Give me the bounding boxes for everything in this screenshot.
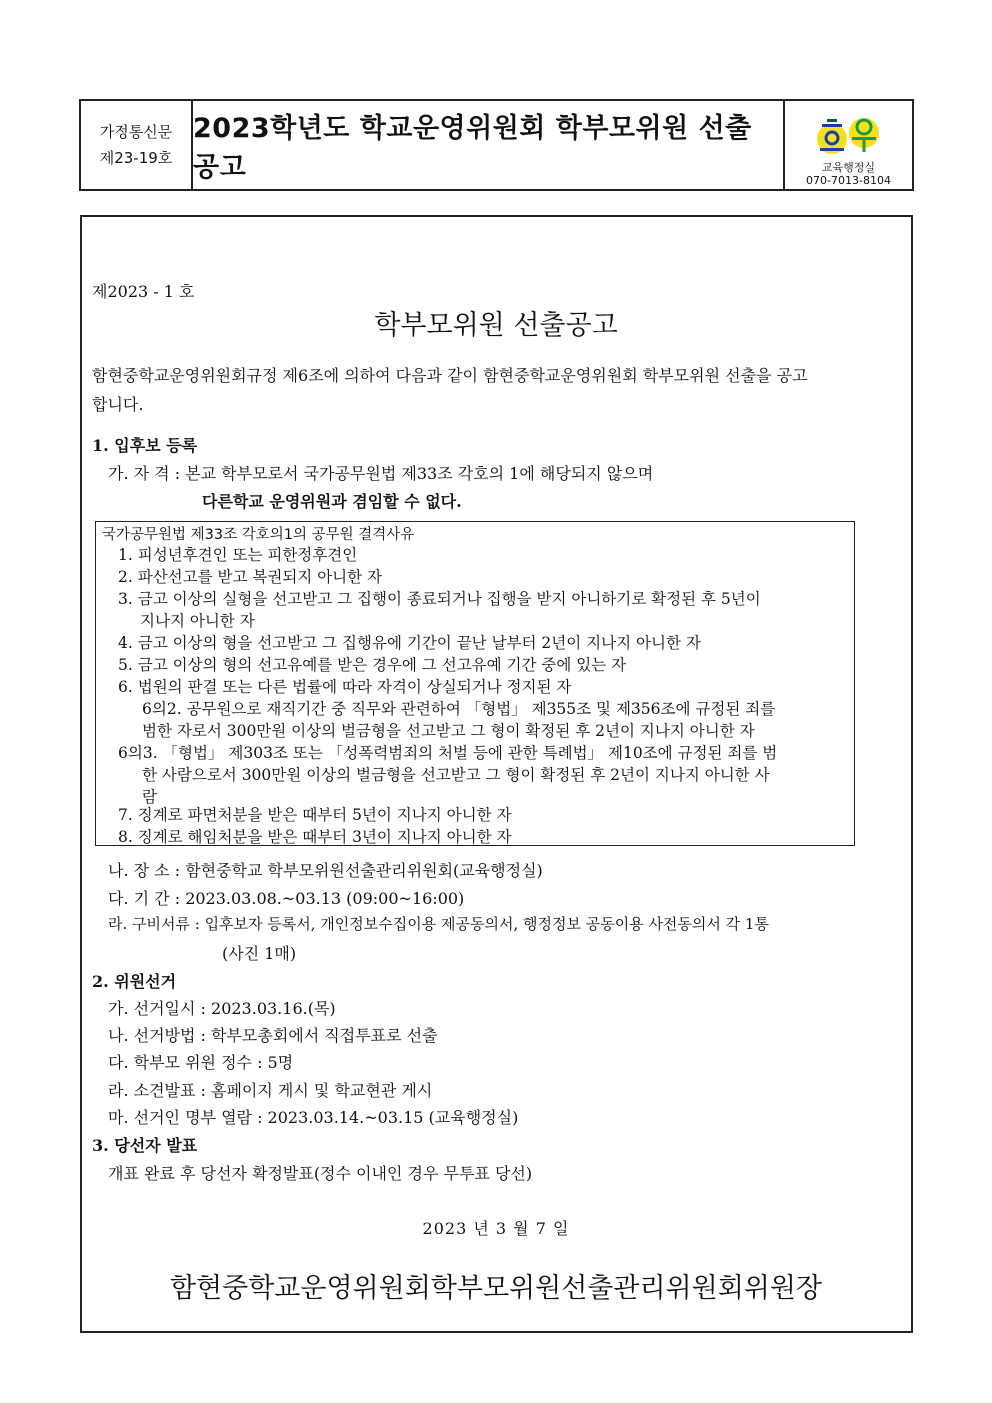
qualification-line-2: 다른학교 운영위원과 겸임할 수 없다. (202, 492, 462, 511)
list-item: 6. 법원의 판결 또는 다른 법률에 따라 자격이 상실되거나 정지된 자 (118, 678, 572, 696)
disqualification-box (95, 521, 855, 846)
documents-line-1: 라. 구비서류 : 입후보자 등록서, 개인정보수집이용 제공동의서, 행정정보 공동이용 사전동의서 각 1통 (108, 915, 769, 933)
intro-line-2: 합니다. (92, 395, 144, 414)
documents-line-2: (사진 1매) (222, 944, 297, 963)
page-title: 2023학년도 학교운영위원회 학부모위원 선출 공고 (193, 113, 752, 183)
notice-title: 학부모위원 선출공고 (374, 310, 618, 341)
list-item: 한 사람으로서 300만원 이상의 벌금형을 선고받고 그 형이 확정된 후 2년이 지나지 아니한 사 (142, 766, 770, 784)
list-item: 5. 금고 이상의 형의 선고유예를 받은 경우에 그 선고유예 기간 중에 있는 자 (118, 656, 627, 674)
place-line: 나. 장 소 : 함현중학교 학부모위원선출관리위원회(교육행정실) (108, 861, 543, 880)
period-line: 다. 기 간 : 2023.03.08.~03.13 (09:00~16:00) (108, 889, 465, 908)
announcement-line: 개표 완료 후 당선자 확정발표(정수 이내인 경우 무투표 당선) (108, 1164, 533, 1183)
section-1-heading: 1. 입후보 등록 (92, 436, 198, 455)
list-item: 범한 자로서 300만원 이상의 벌금형을 선고받고 그 형이 확정된 후 2년이 지나지 아니한 자 (142, 722, 755, 740)
dept-phone: 070-7013-8104 (806, 174, 891, 187)
list-item: 람 (142, 788, 157, 806)
doc-number: 제23-19호 (99, 149, 173, 167)
school-logo-icon (816, 115, 882, 157)
list-item: 2. 파산선고를 받고 복권되지 아니한 자 (118, 568, 383, 586)
disqualification-box-title: 국가공무원법 제33조 각호의1의 공무원 결격사유 (102, 527, 415, 543)
intro-line-1: 함현중학교운영위원회규정 제6조에 의하여 다음과 같이 함현중학교운영위원회 학부모위원 선출을 공고 (92, 366, 808, 385)
election-item: 라. 소견발표 : 홈페이지 게시 및 학교현관 게시 (108, 1081, 433, 1100)
qualification-line-1: 가. 자 격 : 본교 학부모로서 국가공무원법 제33조 각호의 1에 해당되지 않으며 (108, 464, 654, 483)
dept-cell (783, 101, 912, 189)
list-item: 지나지 아니한 자 (140, 612, 255, 630)
list-item: 8. 징계로 해임처분을 받은 때부터 3년이 지나지 아니한 자 (118, 828, 512, 846)
list-item: 1. 피성년후견인 또는 피한정후견인 (118, 546, 358, 564)
election-item: 마. 선거인 명부 열람 : 2023.03.14.~03.15 (교육행정실) (108, 1108, 519, 1127)
election-item: 다. 학부모 위원 정수 : 5명 (108, 1053, 294, 1072)
election-item: 가. 선거일시 : 2023.03.16.(목) (108, 999, 336, 1018)
signature-line: 함현중학교운영위원회학부모위원선출관리위원회위원장 (169, 1273, 823, 1304)
header-table (79, 99, 914, 191)
list-item: 6의2. 공무원으로 재직기간 중 직무와 관련하여 「형법」 제355조 및 제356조에 규정된 죄를 (142, 700, 776, 718)
list-item: 4. 금고 이상의 형을 선고받고 그 집행유에 기간이 끝난 날부터 2년이 지나지 아니한 자 (118, 634, 701, 652)
list-item: 3. 금고 이상의 실형을 선고받고 그 집행이 종료되거나 집행을 받지 아니하기로 확정된 후 5년이 (118, 590, 761, 608)
section-3-heading: 3. 당선자 발표 (92, 1136, 198, 1155)
list-item: 6의3. 「형법」 제303조 또는 「성폭력범죄의 처벌 등에 관한 특례법」 제10조에 규정된 죄를 범 (118, 744, 778, 762)
doc-type: 가정통신문 (99, 123, 173, 141)
section-2-heading: 2. 위원선거 (92, 972, 177, 991)
list-item: 7. 징계로 파면처분을 받은 때부터 5년이 지나지 아니한 자 (118, 806, 512, 824)
signing-date: 2023 년 3 월 7 일 (422, 1219, 570, 1238)
election-item: 나. 선거방법 : 학부모총회에서 직접투표로 선출 (108, 1026, 438, 1045)
dept-name: 교육행정실 (821, 161, 876, 174)
doc-info-cell (81, 101, 193, 189)
notice-number: 제2023 - 1 호 (92, 282, 195, 301)
